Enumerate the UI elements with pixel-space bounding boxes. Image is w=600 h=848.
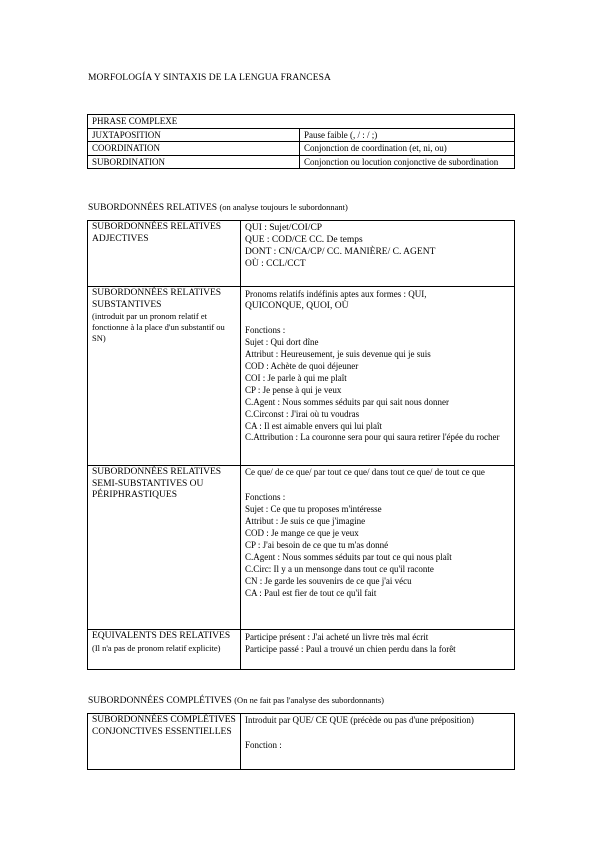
section-title-relatives <box>88 202 348 213</box>
spacer <box>245 479 510 491</box>
spacer <box>245 727 510 739</box>
row-label-completives <box>88 714 241 770</box>
table-row <box>88 466 515 630</box>
content-line: CA : Il est aimable envers qui lui plaît <box>245 421 382 431</box>
spacer <box>245 312 510 324</box>
table-row <box>88 128 515 142</box>
section-title-completives <box>88 695 384 706</box>
content-line: Introduit par QUE/ CE QUE (précède ou pas d'une préposition) <box>245 715 474 725</box>
row-label-semi-substantives <box>88 466 241 630</box>
row-label-equivalents <box>88 630 241 670</box>
table-header: PHRASE COMPLEXE <box>88 115 515 129</box>
content-line: Participe présent : J'ai acheté un livre très mal écrit <box>245 632 429 642</box>
content-line: QUICONQUE, QUOI, OÙ <box>245 301 349 311</box>
row-content <box>241 630 515 670</box>
table-row <box>88 630 515 670</box>
row-label-substantives <box>88 287 241 466</box>
row-content <box>241 287 515 466</box>
content-line: Pronoms relatifs indéfinis aptes aux formes : QUI, <box>245 289 427 299</box>
row-desc: Conjonction de coordination (et, ni, ou) <box>300 142 515 156</box>
content-line: CA : Paul est fier de tout ce qu'il fait <box>245 588 377 598</box>
row-label: JUXTAPOSITION <box>88 128 300 142</box>
section-note: (on analyse toujours le subordonnant) <box>219 202 348 212</box>
label-text: SUBORDONNÉES RELATIVES ADJECTIVES <box>92 222 222 244</box>
content-line: C.Agent : Nous sommes séduits par qui sait nous donner <box>245 397 449 407</box>
row-desc: Conjonction ou locution conjonctive de subordination <box>300 155 515 169</box>
label-text: SUBORDONNÉES RELATIVES SUBSTANTIVES <box>92 288 222 310</box>
content-line: CN : Je garde les souvenirs de ce que j'ai vécu <box>245 576 412 586</box>
row-content <box>241 714 515 770</box>
document-title: MORFOLOGÍA Y SINTAXIS DE LA LENGUA FRANCESA <box>88 73 331 83</box>
table-row <box>88 221 515 287</box>
content-line: Fonctions : <box>245 492 286 502</box>
label-note: (introduit par un pronom relatif et fonctionne à la place d'un substantif ou SN) <box>92 311 225 343</box>
row-label: SUBORDINATION <box>88 155 300 169</box>
row-content <box>241 221 515 287</box>
row-label-adjectives <box>88 221 241 287</box>
content-line: COI : Je parle à qui me plaît <box>245 373 347 383</box>
row-label: COORDINATION <box>88 142 300 156</box>
content-line: QUI : Sujet/COI/CP <box>245 223 323 233</box>
label-text: EQUIVALENTS DES RELATIVES <box>92 631 231 641</box>
section-note: (On ne fait pas l'analyse des subordonnants) <box>234 695 384 705</box>
content-line: C.Circ: Il y a un mensonge dans tout ce qu'il raconte <box>245 564 434 574</box>
completives-table <box>87 713 515 770</box>
section-title-text: SUBORDONNÉES COMPLÉTIVES <box>88 696 232 706</box>
content-line: COD : Achète de quoi déjeuner <box>245 361 359 371</box>
label-text: SUBORDONNÉES RELATIVES SEMI-SUBSTANTIVES OU PÉRIPHRASTIQUES <box>92 467 222 500</box>
content-line: OÙ : CCL/CCT <box>245 259 306 269</box>
relatives-table <box>87 220 515 670</box>
phrase-complexe-table <box>87 114 515 169</box>
content-line: Ce que/ de ce que/ par tout ce que/ dans tout ce que/ de tout ce que <box>245 467 485 477</box>
content-line: Fonctions : <box>245 325 286 335</box>
content-line: Attribut : Heureusement, je suis devenue qui je suis <box>245 349 431 359</box>
content-line: C.Attribution : La couronne sera pour qui saura retirer l'épée du rocher <box>245 432 500 442</box>
row-content <box>241 466 515 630</box>
content-line: C.Circonst : J'irai où tu voudras <box>245 409 360 419</box>
row-desc: Pause faible (, / : / ;) <box>300 128 515 142</box>
table-row <box>88 714 515 770</box>
content-line: Attribut : Je suis ce que j'imagine <box>245 516 366 526</box>
content-line: CP : Je pense à qui je veux <box>245 385 342 395</box>
label-text: SUBORDONNÉES COMPLÉTIVES CONJONCTIVES ESSENTIELLES <box>92 715 236 737</box>
table-row <box>88 287 515 466</box>
content-line: QUE : COD/CE CC. De temps <box>245 235 363 245</box>
content-line: COD : Je mange ce que je veux <box>245 528 359 538</box>
table-row <box>88 155 515 169</box>
content-line: Fonction : <box>245 740 282 750</box>
content-line: Participe passé : Paul a trouvé un chien perdu dans la forêt <box>245 644 456 654</box>
label-note: (Il n'a pas de pronom relatif explicite) <box>92 642 221 653</box>
content-line: DONT : CN/CA/CP/ CC. MANIÈRE/ C. AGENT <box>245 247 436 257</box>
table-row <box>88 142 515 156</box>
section-title-text: SUBORDONNÉES RELATIVES <box>88 203 218 213</box>
content-line: CP : J'ai besoin de ce que tu m'as donné <box>245 540 389 550</box>
content-line: Sujet : Ce que tu proposes m'intéresse <box>245 504 382 514</box>
content-line: Sujet : Qui dort dîne <box>245 337 319 347</box>
content-line: C.Agent : Nous sommes séduits par tout ce qui nous plaît <box>245 552 452 562</box>
